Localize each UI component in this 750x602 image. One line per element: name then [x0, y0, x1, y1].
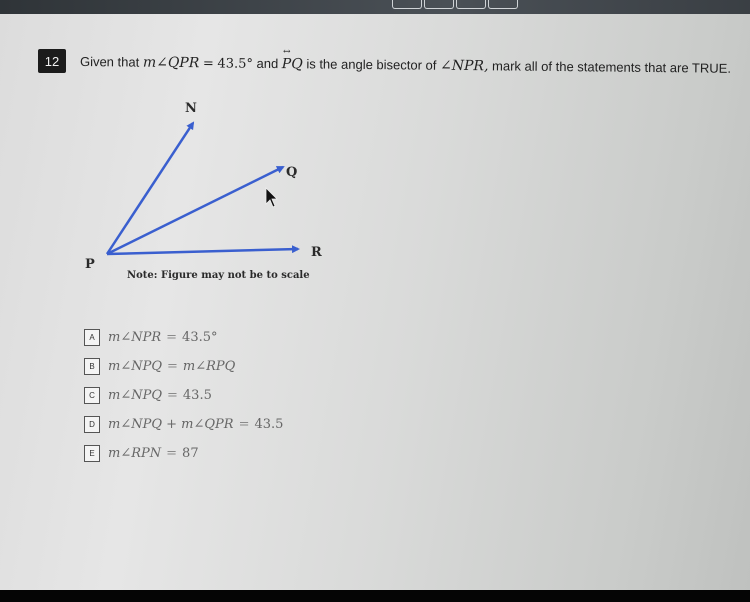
prompt-equals: =: [202, 56, 214, 72]
option-e[interactable]: [84, 443, 283, 463]
toolbar-button[interactable]: [488, 0, 518, 9]
toolbar-button[interactable]: [424, 0, 454, 9]
prompt-text-end: mark all of the statements that are TRUE.: [488, 58, 732, 76]
option-text: m∠NPR = 43.5°: [108, 329, 218, 345]
option-d[interactable]: [84, 414, 283, 434]
option-checkbox[interactable]: D: [84, 416, 100, 433]
label-n: N: [185, 101, 197, 116]
ray-pn: [107, 123, 193, 254]
prompt-value: 43.5°: [217, 56, 254, 72]
toolbar-button[interactable]: [392, 0, 422, 9]
option-a[interactable]: [84, 327, 283, 347]
option-checkbox[interactable]: B: [84, 358, 100, 375]
answer-options: [84, 327, 283, 472]
prompt-text-bisector: is the angle bisector of: [302, 56, 441, 73]
option-checkbox[interactable]: A: [84, 329, 100, 346]
angle-figure: [80, 92, 340, 292]
option-checkbox[interactable]: C: [84, 387, 100, 404]
option-checkbox[interactable]: E: [84, 445, 100, 462]
double-arrow-icon: ↔: [282, 47, 291, 58]
label-q: Q: [286, 165, 298, 180]
label-r: R: [311, 245, 322, 260]
prompt-ray-pq: ↔ PQ: [281, 47, 303, 73]
question-number: 12: [38, 49, 66, 73]
option-c[interactable]: [84, 385, 283, 405]
prompt-angle-qpr: m∠QPR: [142, 54, 200, 72]
option-text: m∠NPQ = m∠RPQ: [108, 358, 236, 374]
option-text: m∠NPQ = 43.5: [108, 387, 212, 403]
top-toolbar: [0, 0, 750, 14]
option-text: m∠NPQ + m∠QPR = 43.5: [108, 416, 284, 432]
prompt-text-and: and: [252, 55, 282, 72]
ray-pq: [107, 167, 283, 254]
prompt-angle-npr: ∠NPR,: [439, 57, 489, 75]
toolbar-button[interactable]: [456, 0, 486, 9]
screen-bezel: [0, 590, 750, 602]
ray-pr: [107, 249, 298, 254]
label-p: P: [85, 257, 95, 272]
option-text: m∠RPN = 87: [108, 445, 199, 461]
option-b[interactable]: [84, 356, 283, 376]
figure-note: Note: Figure may not be to scale: [127, 270, 310, 281]
cursor-icon: [266, 188, 277, 207]
prompt-text: Given that: [79, 54, 143, 70]
question-prompt: [79, 47, 740, 77]
